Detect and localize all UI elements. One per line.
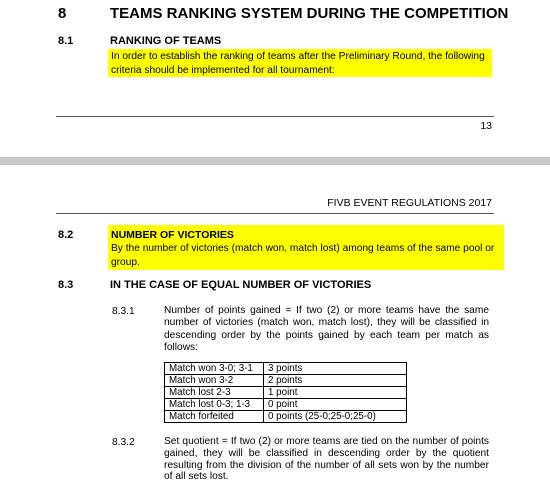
subsection-title-8-1: RANKING OF TEAMS (110, 35, 222, 47)
running-header: FIVB EVENT REGULATIONS 2017 (327, 197, 492, 209)
item-number-8-3-2: 8.3.2 (112, 437, 135, 448)
document-page-14 (0, 165, 550, 481)
item-text-8-3-1: Number of points gained = If two (2) or more teams have the same number of victories (match won, match lost), they will be classified in descending order by the points gained by each team per match as follows: (164, 305, 489, 354)
table-row (165, 387, 407, 399)
subsection-number-8-2: 8.2 (58, 229, 74, 241)
table-row (165, 399, 407, 411)
page-separator (0, 157, 550, 165)
table-cell: Match lost 2-3 (165, 387, 264, 399)
table-cell: 3 points (264, 363, 407, 375)
table-cell: 0 points (25-0;25-0;25-0) (264, 411, 407, 423)
points-table (164, 362, 407, 423)
subsection-number-8-1: 8.1 (58, 35, 74, 47)
table-cell: 0 point (264, 399, 407, 411)
table-row (165, 363, 407, 375)
highlighted-block-8-2 (108, 225, 504, 270)
table-row (165, 375, 407, 387)
item-number-8-3-1: 8.3.1 (112, 306, 135, 317)
highlighted-paragraph-8-1: In order to establish the ranking of teams after the Preliminary Round, the following criteria should be implemented for all tournament: (108, 49, 492, 77)
section-title: TEAMS RANKING SYSTEM DURING THE COMPETITION (110, 5, 509, 22)
table-row (165, 411, 407, 423)
header-rule (56, 213, 494, 214)
table-cell: Match forfeited (165, 411, 264, 423)
subsection-text-8-2: By the number of victories (match won, match lost) among teams of the same pool or group. (111, 243, 495, 268)
table-cell: Match lost 0-3; 1-3 (165, 399, 264, 411)
table-cell: 2 points (264, 375, 407, 387)
table-cell: Match won 3-0; 3-1 (165, 363, 264, 375)
subsection-title-8-2: NUMBER OF VICTORIES (111, 229, 234, 241)
footer-rule (56, 116, 494, 117)
item-text-8-3-2: Set quotient = If two (2) or more teams are tied on the number of points gained, they will be classified in descending order by the quotient resulting from the division of the number of all sets won by the number of all sets lost. (164, 436, 489, 483)
section-number: 8 (58, 5, 67, 22)
subsection-number-8-3: 8.3 (58, 279, 74, 291)
page-number: 13 (480, 120, 492, 132)
document-page-13 (0, 0, 550, 157)
table-cell: Match won 3-2 (165, 375, 264, 387)
table-cell: 1 point (264, 387, 407, 399)
subsection-title-8-3: IN THE CASE OF EQUAL NUMBER OF VICTORIES (110, 279, 372, 291)
